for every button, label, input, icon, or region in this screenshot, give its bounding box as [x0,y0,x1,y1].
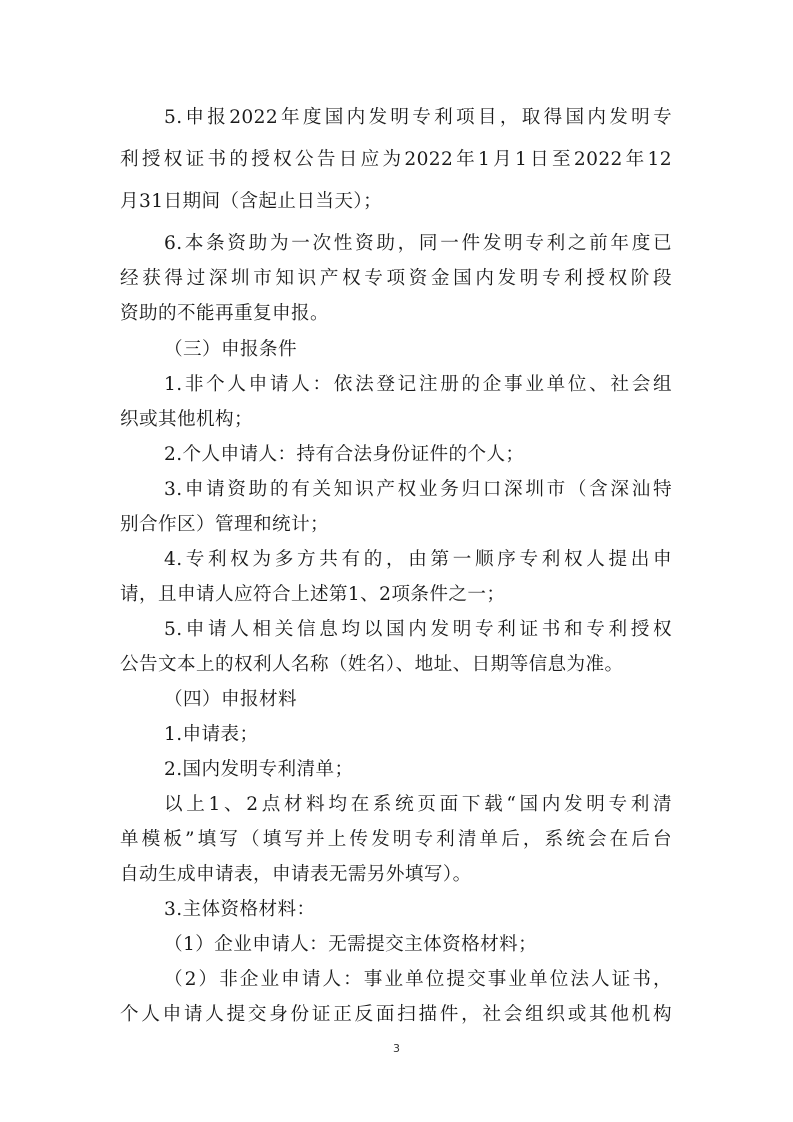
paragraph-line: （1）企业申请人：无需提交主体资格材料； [164,934,538,955]
paragraph-line: 1.非个人申请人：依法登记注册的企事业单位、社会组 [164,374,672,395]
paragraph-line: 以上1、2点材料均在系统页面下载“国内发明专利清 [164,794,672,815]
paragraph-line: 公告文本上的权利人名称（姓名）、地址、日期等信息为准。 [120,654,624,675]
paragraph-line: 自动生成申请表，申请表无需另外填写）。 [120,864,472,885]
paragraph-line: 2.国内发明专利清单； [164,759,354,780]
paragraph-line: 个人申请人提交身份证正反面扫描件，社会组织或其他机构 [120,1004,672,1025]
paragraph-line: 资助的不能再重复申报。 [120,303,329,324]
paragraph-line: 3.申请资助的有关知识产权业务归口深圳市（含深汕特 [164,479,672,500]
paragraph-line: 2.个人申请人：持有合法身份证件的个人； [164,444,525,465]
section-heading: （四）申报材料 [164,689,297,710]
paragraph-line: 单模板”填写（填写并上传发明专利清单后，系统会在后台 [120,829,672,850]
paragraph-line: 1.申请表； [164,724,259,745]
paragraph-line: 4.专利权为多方共有的，由第一顺序专利权人提出申 [164,549,672,570]
paragraph-line: 利授权证书的授权公告日应为2022年1月1日至2022年12 [120,149,672,170]
paragraph-line: 3.主体资格材料： [164,899,316,920]
paragraph-line: 别合作区）管理和统计； [120,514,329,535]
paragraph-line: 6.本条资助为一次性资助，同一件发明专利之前年度已 [164,233,672,254]
paragraph-line: 月31日期间（含起止日当天）； [120,191,383,212]
paragraph-line: 经获得过深圳市知识产权专项资金国内发明专利授权阶段 [120,268,672,289]
paragraph-line: 织或其他机构； [120,409,253,430]
page-number: 3 [393,1042,400,1055]
paragraph-line: 5.申请人相关信息均以国内发明专利证书和专利授权 [164,619,672,640]
paragraph-line: （2）非企业申请人：事业单位提交事业单位法人证书， [164,969,672,990]
section-heading: （三）申报条件 [164,339,297,360]
paragraph-line: 5.申报2022年度国内发明专利项目，取得国内发明专 [164,107,672,128]
paragraph-line: 请，且申请人应符合上述第1、2项条件之一； [120,584,506,605]
